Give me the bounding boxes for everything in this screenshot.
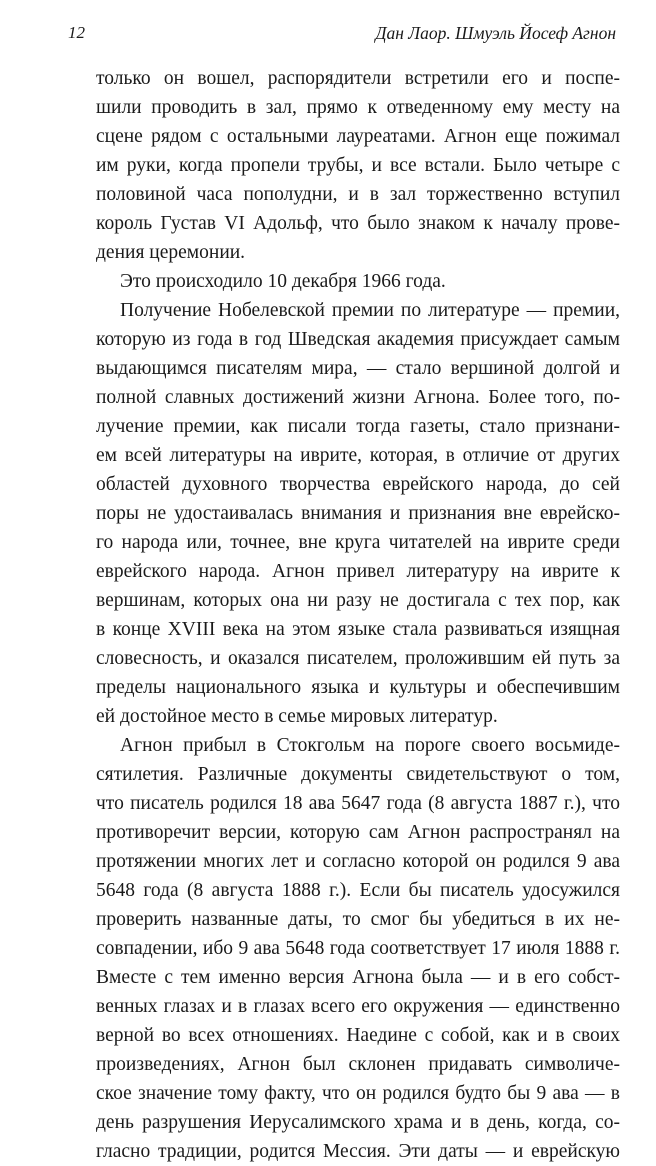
text-line: ем всей литературы на иврите, которая, в отличие от других (96, 445, 620, 466)
text-line: сятилетия. Различные документы свидетельствуют о том, (96, 764, 620, 785)
text-line: проверить названные даты, то смог бы убедиться в их не- (96, 909, 620, 930)
text-line: ское значение тому факту, что он родился будто бы 9 ава — в (96, 1083, 620, 1104)
running-head: Дан Лаор. Шмуэль Йосеф Агнон (375, 23, 616, 43)
text-line: словесность, и оказался писателем, проложившим ей путь за (96, 648, 620, 669)
text-line: вершинам, которых она ни разу не достигала с тех пор, как (96, 590, 620, 611)
text-line: ей достойное место в семье мировых литератур. (96, 706, 498, 727)
text-line: сцене рядом с остальными лауреатами. Агнон еще пожимал (96, 126, 620, 147)
text-line: выдающимся писателям мира, — стало вершиной долгой и (96, 358, 620, 379)
text-line: дения церемонии. (96, 242, 246, 263)
page-number: 12 (68, 23, 85, 42)
text-line: в конце XVIII века на этом языке стала развиваться изящная (96, 619, 620, 640)
text-line: что писатель родился 18 ава 5647 года (8 августа 1887 г.), что (96, 793, 620, 814)
text-line: лучение премии, как писали тогда газеты, стало признани- (96, 416, 620, 437)
text-line: противоречит версии, которую сам Агнон распространял на (96, 822, 620, 843)
paragraph (96, 731, 620, 1166)
text-line: половиной часа пополудни, и в зал торжественно вступил (96, 184, 620, 205)
text-line: венных глазах и в глазах всего его окружения — единственно (96, 996, 620, 1017)
text-line: пределы национального языка и культуры и обеспечившим (96, 677, 620, 698)
text-line: поры не удостаивалась внимания и признания вне еврейско- (96, 503, 620, 524)
text-line: Это происходило 10 декабря 1966 года. (120, 271, 446, 292)
text-line: Вместе с тем именно версия Агнона была — и в его собст- (96, 967, 620, 988)
body-text (96, 64, 620, 1166)
paragraph (96, 64, 620, 267)
text-line: Получение Нобелевской премии по литературе — премии, (120, 300, 620, 321)
text-line: только он вошел, распорядители встретили его и поспе- (96, 68, 620, 89)
text-line: еврейского народа. Агнон привел литературу на иврите к (96, 561, 620, 582)
text-line: которую из года в год Шведская академия присуждает самым (96, 329, 620, 350)
text-line: верной во всех отношениях. Наедине с собой, как и в своих (96, 1025, 620, 1046)
text-line: произведениях, Агнон был склонен придавать символиче- (96, 1054, 620, 1075)
text-line: го народа или, точнее, вне круга читателей на иврите среди (96, 532, 620, 553)
paragraph (96, 296, 620, 731)
page-header (0, 14, 656, 44)
text-line: шили проводить в зал, прямо к отведенному ему месту на (96, 97, 620, 118)
text-line: день разрушения Иерусалимского храма и в день, когда, со- (96, 1112, 620, 1133)
text-line: совпадении, ибо 9 ава 5648 года соответствует 17 июля 1888 г. (96, 938, 620, 959)
paragraph (96, 267, 620, 296)
text-line: 5648 года (8 августа 1888 г.). Если бы писатель удосужился (96, 880, 620, 901)
text-line: гласно традиции, родится Мессия. Эти даты — и еврейскую (96, 1141, 620, 1162)
text-line: король Густав VI Адольф, что было знаком к началу прове- (96, 213, 620, 234)
text-line: Агнон прибыл в Стокгольм на пороге своего восьмиде- (120, 735, 620, 756)
text-line: им руки, когда пропели трубы, и все встали. Было четыре с (96, 155, 620, 176)
text-line: протяжении многих лет и согласно которой он родился 9 ава (96, 851, 620, 872)
text-line: полной славных достижений жизни Агнона. Более того, по- (96, 387, 620, 408)
text-line: областей духовного творчества еврейского народа, до сей (96, 474, 620, 495)
